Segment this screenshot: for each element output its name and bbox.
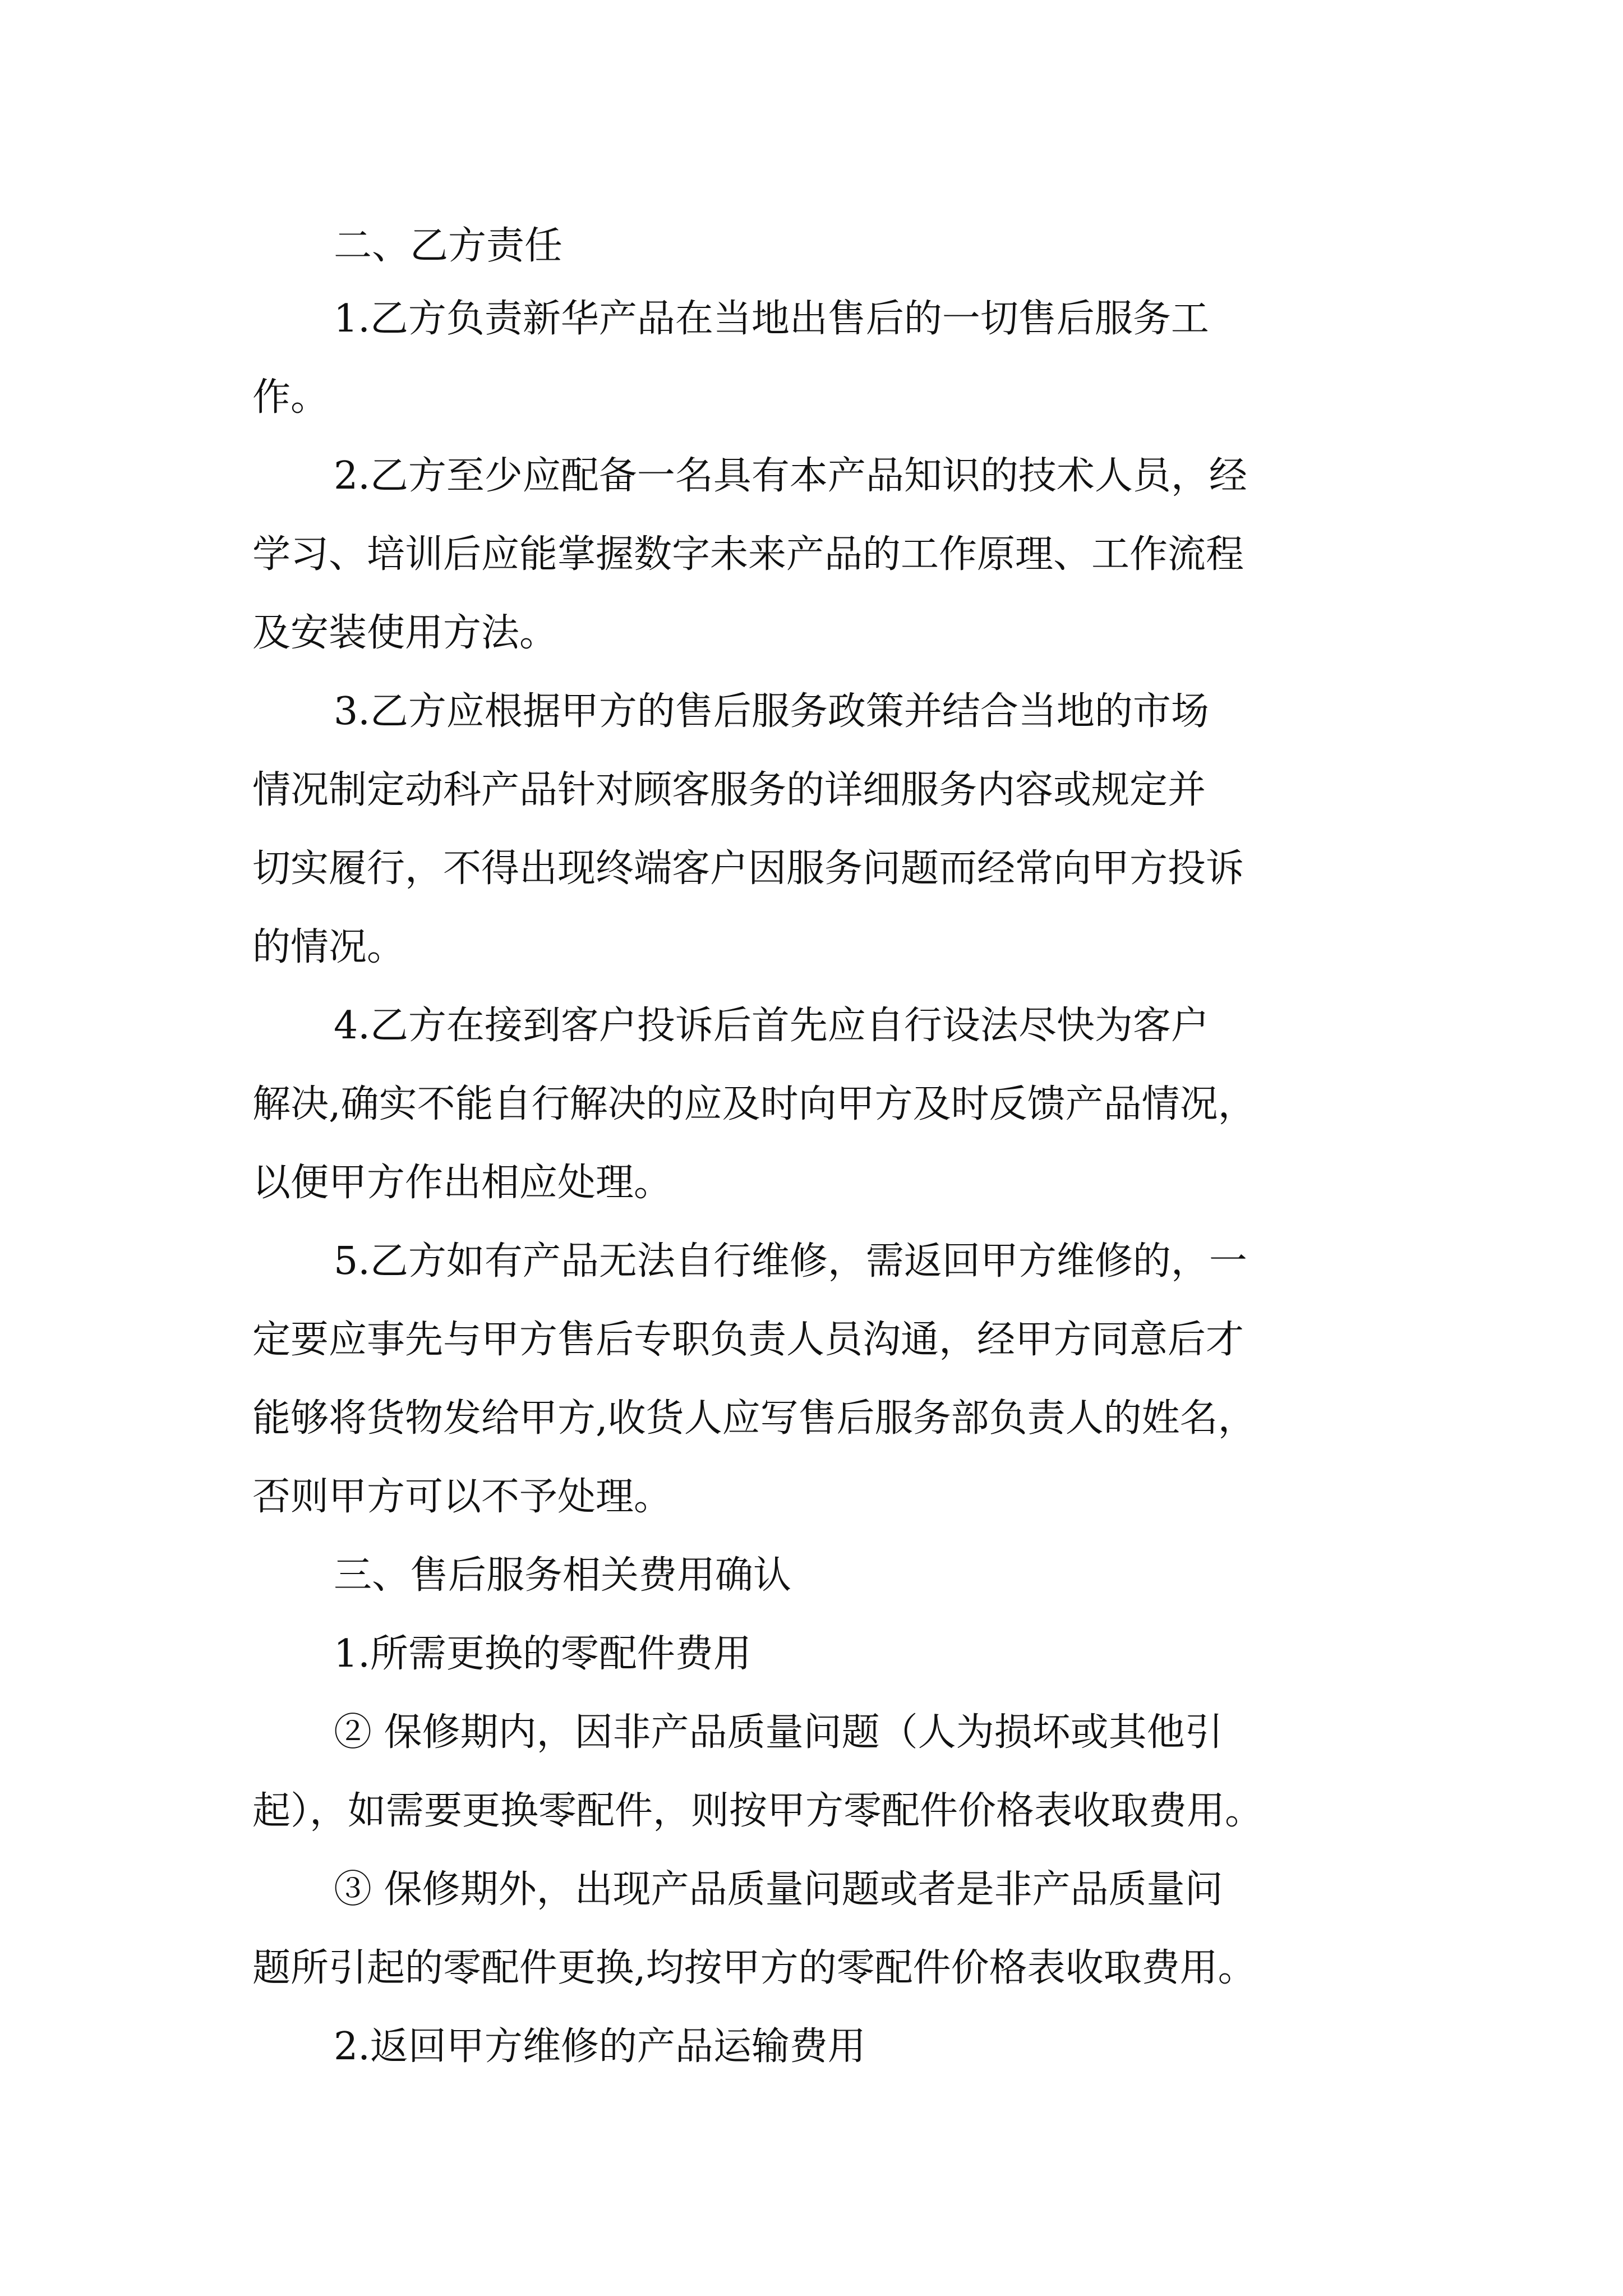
paragraph-line: ② 保修期内，因非产品质量问题（人为损坏或其他引: [334, 1710, 1223, 1755]
paragraph-line: 解决,确实不能自行解决的应及时向甲方及时反馈产品情况，: [252, 1082, 1256, 1126]
paragraph-line: 4.乙方在接到客户投诉后首先应自行设法尽快为客户: [334, 1004, 1209, 1048]
paragraph-line: 学习、培训后应能掌握数字未来产品的工作原理、工作流程: [252, 532, 1244, 577]
paragraph-line: ③ 保修期外，出现产品质量问题或者是非产品质量问: [334, 1867, 1223, 1912]
section-heading-after-sales-fees: 三、售后服务相关费用确认: [334, 1553, 792, 1598]
paragraph-line: 3.乙方应根据甲方的售后服务政策并结合当地的市场: [334, 689, 1209, 734]
paragraph-line: 及安装使用方法。: [252, 611, 558, 655]
paragraph-line: 的情况。: [252, 925, 405, 969]
paragraph-line: 1.乙方负责新华产品在当地出售后的一切售后服务工: [334, 297, 1209, 341]
paragraph-line: 题所引起的零配件更换,均按甲方的零配件价格表收取费用。: [252, 1946, 1256, 1990]
paragraph-line: 以便甲方作出相应处理。: [252, 1161, 672, 1205]
subsection-heading-shipping-fees: 2.返回甲方维修的产品运输费用: [334, 2024, 866, 2069]
section-heading-party-b-responsibilities: 二、乙方责任: [334, 224, 563, 268]
paragraph-line: 能够将货物发给甲方,收货人应写售后服务部负责人的姓名，: [252, 1396, 1256, 1441]
paragraph-line: 情况制定动科产品针对顾客服务的详细服务内容或规定并: [252, 768, 1206, 812]
paragraph-line: 定要应事先与甲方售后专职负责人员沟通，经甲方同意后才: [252, 1318, 1244, 1362]
paragraph-line: 起），如需要更换零配件，则按甲方零配件价格表收取费用。: [252, 1789, 1264, 1833]
paragraph-line: 作。: [252, 375, 329, 420]
paragraph-line: 2.乙方至少应配备一名具有本产品知识的技术人员，经: [334, 454, 1247, 498]
subsection-heading-replacement-parts: 1.所需更换的零配件费用: [334, 1632, 751, 1676]
paragraph-line: 切实履行，不得出现终端客户因服务问题而经常向甲方投诉: [252, 846, 1244, 891]
paragraph-line: 5.乙方如有产品无法自行维修，需返回甲方维修的，一: [334, 1239, 1247, 1283]
paragraph-line: 否则甲方可以不予处理。: [252, 1475, 672, 1519]
